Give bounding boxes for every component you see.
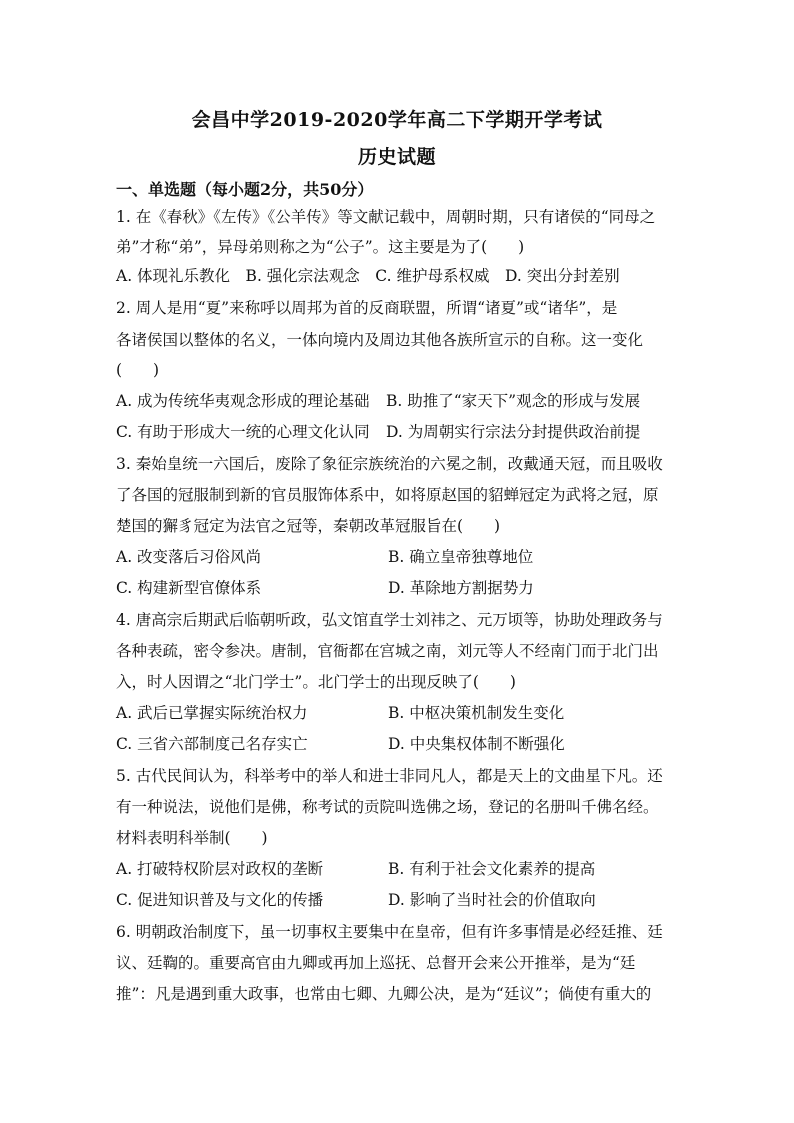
question-2-stem-line-1: 2. 周人是用“夏”来称呼以周邦为首的反商联盟，所谓“诸夏”或“诸华”，是 (116, 299, 618, 317)
question-3-stem-line-1: 3. 秦始皇统一六国后，废除了象征宗族统治的六冕之制，改戴通天冠，而且吸收 (116, 455, 663, 473)
question-3-stem-line-2: 了各国的冠服制到新的官员服饰体系中，如将原赵国的貂蝉冠定为武将之冠，原 (116, 486, 659, 504)
question-2-option-b: B. 助推了“家天下”观念的形成与发展 (386, 392, 641, 410)
exam-title: 会昌中学2019-2020学年高二下学期开学考试 (191, 109, 603, 131)
question-5-stem-line-3: 材料表明科举制( ) (116, 829, 268, 847)
section-heading: 一、单选题（每小题2分，共50分） (116, 180, 374, 199)
question-3-options-row-2 (116, 578, 686, 598)
question-3-option-b: B. 确立皇帝独尊地位 (388, 548, 534, 566)
question-4-options-row-1 (116, 703, 686, 723)
question-4-stem-line-2: 各种表疏，密令参决。唐制，官衙都在宫城之南，刘元等人不经南门而于北门出 (116, 642, 659, 660)
question-4-stem-line-1: 4. 唐高宗后期武后临朝听政，弘文馆直学士刘祎之、元万顷等，协助处理政务与 (116, 611, 663, 629)
question-5-option-a: A. 打破特权阶层对政权的垄断 (116, 860, 324, 878)
question-5-option-b: B. 有利于社会文化素养的提高 (388, 860, 596, 878)
question-5-stem-line-1: 5. 古代民间认为，科举考中的举人和进士非同凡人，都是天上的文曲星下凡。还 (116, 767, 663, 785)
question-3-options-row-1 (116, 547, 686, 567)
question-4-option-c: C. 三省六部制度己名存实亡 (116, 735, 308, 753)
question-1-stem-line-2: 弟”才称“弟”，异母弟则称之为“公子”。这主要是为了( ) (116, 238, 525, 256)
exam-subject-title: 历史试题 (357, 146, 436, 168)
question-4-stem-line-3: 入，时人因谓之“北门学士”。北门学士的出现反映了( ) (116, 673, 516, 691)
question-2-options-row-1 (116, 391, 686, 411)
question-5-stem-line-2: 有一种说法，说他们是佛，称考试的贡院叫选佛之场，登记的名册叫千佛名经。 (116, 798, 659, 816)
question-3-option-a: A. 改变落后习俗风尚 (116, 548, 262, 566)
question-5-option-d: D. 影响了当时社会的价值取向 (388, 891, 596, 909)
question-6-stem-line-3: 推”：凡是遇到重大政事，也常由七卿、九卿公决，是为“廷议”；倘使有重大的 (116, 985, 652, 1003)
question-4-option-a: A. 武后已掌握实际统治权力 (116, 704, 308, 722)
question-1-stem-line-1: 1. 在《春秋》《左传》《公羊传》等文献记载中，周朝时期，只有诸侯的“同母之 (116, 208, 656, 226)
question-4-option-b: B. 中枢决策机制发生变化 (388, 704, 565, 722)
question-2-option-c: C. 有助于形成大一统的心理文化认同 (116, 423, 370, 441)
question-5-option-c: C. 促进知识普及与文化的传播 (116, 891, 324, 909)
question-5-options-row-1 (116, 859, 686, 879)
question-5-options-row-2 (116, 890, 686, 910)
question-3-stem-line-3: 楚国的獬豸冠定为法官之冠等，秦朝改革冠服旨在( ) (116, 517, 501, 535)
question-6-stem-line-1: 6. 明朝政治制度下，虽一切事权主要集中在皇帝，但有许多事情是必经廷推、廷 (116, 923, 663, 941)
question-1-options: A. 体现礼乐教化 B. 强化宗法观念 C. 维护母系权威 D. 突出分封差别 (116, 267, 620, 285)
question-3-option-c: C. 构建新型官僚体系 (116, 579, 262, 597)
question-2-stem-line-2: 各诸侯国以整体的名义，一体向境内及周边其他各族所宣示的自称。这一变化 (116, 331, 644, 349)
question-3-option-d: D. 革除地方割据势力 (388, 579, 534, 597)
question-2-options-row-2 (116, 422, 686, 442)
question-2-option-a: A. 成为传统华夷观念形成的理论基础 (116, 392, 370, 410)
question-2-option-d: D. 为周朝实行宗法分封提供政治前提 (386, 423, 641, 441)
question-4-option-d: D. 中央集权体制不断强化 (388, 735, 565, 753)
question-4-options-row-2 (116, 734, 686, 754)
question-2-stem-line-3: ( ) (116, 361, 160, 379)
question-6-stem-line-2: 议、廷鞫的。重要高官由九卿或再加上巡抚、总督开会来公开推举，是为“廷 (116, 954, 636, 972)
